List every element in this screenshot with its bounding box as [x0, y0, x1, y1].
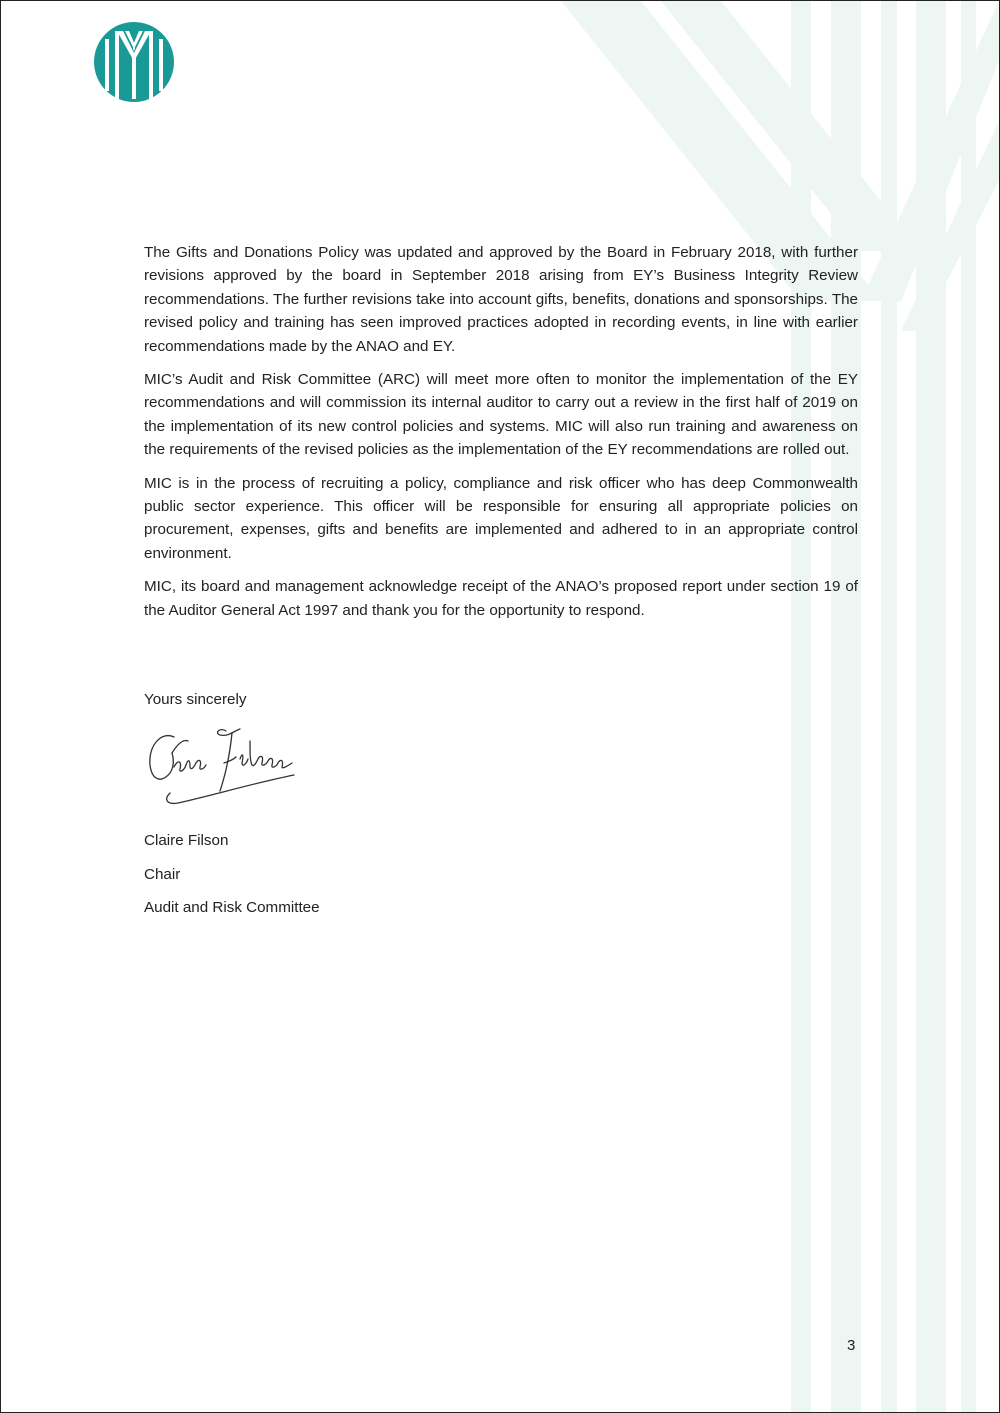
mic-logo-icon: [93, 21, 175, 103]
signatory-name: Claire Filson: [144, 832, 229, 849]
page-number: 3: [847, 1337, 856, 1354]
paragraph-gifts-policy: The Gifts and Donations Policy was updated and approved by the Board in February 2018, with further revisions approved by the board in September 2018 arising from EY’s Business Integrity Review recommendations. The further revisions take into account gifts, benefits, donations and sponsorships. The revised policy and training has seen improved practices adopted in recording events, in line with earlier recommendations made by the ANAO and EY.: [144, 244, 858, 355]
paragraph-recruitment: MIC is in the process of recruiting a policy, compliance and risk officer who has deep Commonwealth public sector experience. This officer will be responsible for ensuring all appropriate policies on procurement, expenses, gifts and benefits are implemented and adhered to in an appropriate control environment.: [144, 474, 858, 562]
handwritten-signature: [144, 723, 304, 815]
paragraph-acknowledgement: MIC, its board and management acknowledge receipt of the ANAO’s proposed report under section 19 of the Auditor General Act 1997 and thank you for the opportunity to respond.: [144, 578, 858, 619]
signatory-committee: Audit and Risk Committee: [144, 899, 320, 916]
signatory-title: Chair: [144, 865, 181, 883]
paragraph-audit-committee: MIC’s Audit and Risk Committee (ARC) will meet more often to monitor the implementation of the EY recommendations and will commission its internal auditor to carry out a review in the first half of 2019 on the implementation of its new control policies and systems. MIC will also run training and awareness on the requirements of the revised policies as the implementation of the EY recommendations are rolled out.: [144, 371, 858, 459]
closing-salutation: Yours sincerely: [144, 691, 247, 708]
letter-body: [144, 241, 858, 632]
signatory-block: [144, 830, 320, 931]
